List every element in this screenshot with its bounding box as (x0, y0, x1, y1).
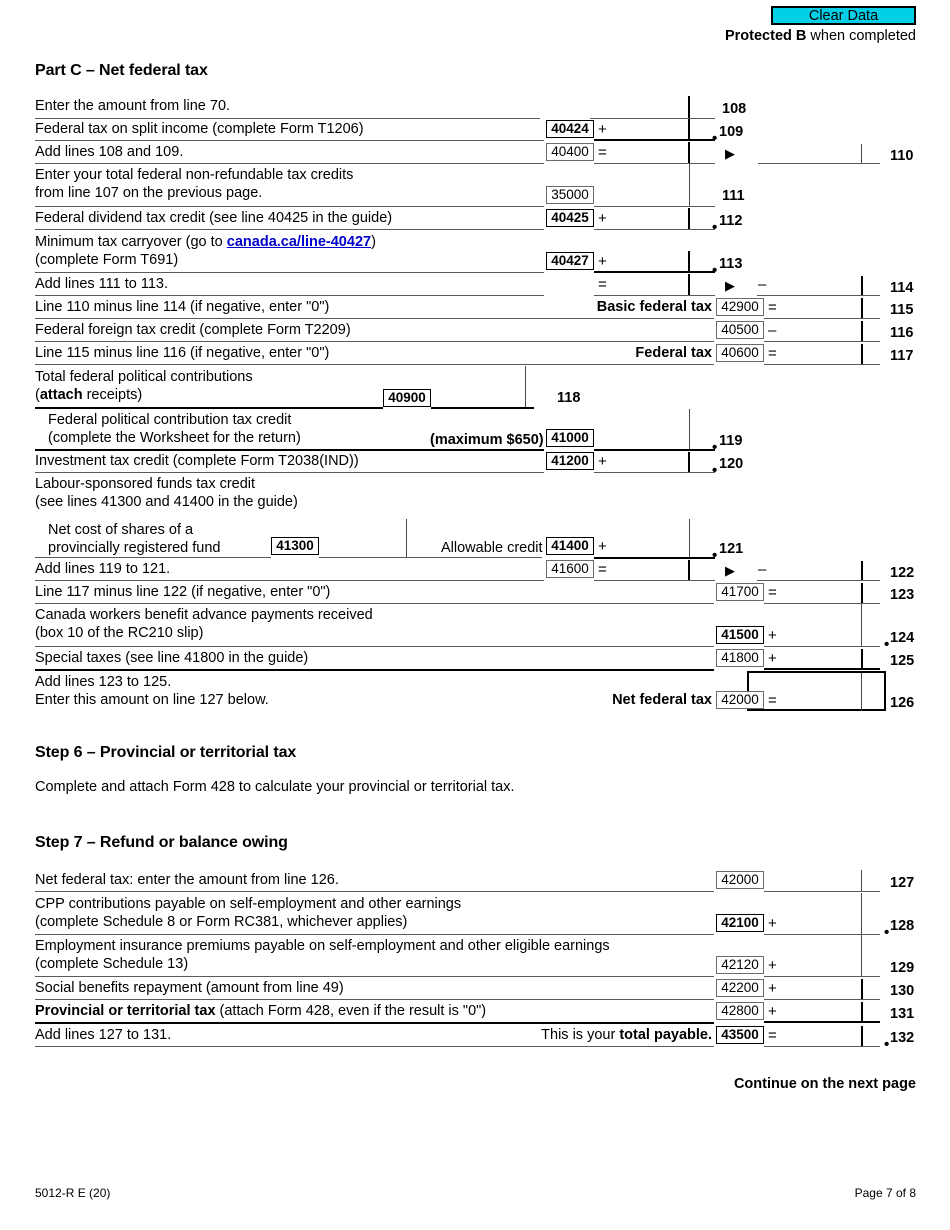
row-120-line-code: 41200 (546, 452, 594, 470)
row-117-line-code: 40600 (716, 344, 764, 362)
row-126-label2: Enter this amount on line 127 below. (35, 692, 269, 708)
row-120-number: 120 (719, 456, 744, 472)
row-115-line-code: 42900 (716, 298, 764, 316)
protected-b-label: Protected B (724, 28, 807, 44)
row-118-label2: (attach receipts) (35, 387, 143, 403)
row-109-line-code: 40424 (546, 120, 594, 138)
row-129-label: Employment insurance premiums payable on self-employment and other eligible earnings (35, 938, 610, 954)
labour-sponsored-label: Labour-sponsored funds tax credit (35, 476, 256, 492)
protected-b-suffix: when completed (806, 28, 916, 44)
row-115-operator: = (768, 299, 777, 316)
row-110-operator: = (598, 144, 607, 161)
row-125-label: Special taxes (see line 41800 in the guide) (35, 650, 309, 666)
row-130-label: Social benefits repayment (amount from line 49) (35, 980, 344, 996)
row-108-label: Enter the amount from line 70. (35, 98, 231, 114)
row-117-operator: = (768, 345, 777, 362)
row-128-number: 128 (890, 918, 915, 934)
row-119-label: Federal political contribution tax credit (48, 412, 292, 428)
row-113-dot: • (712, 262, 718, 279)
row-113-number: 113 (719, 256, 743, 272)
row-125-operator: + (768, 650, 777, 667)
row-132-total-payable-bold: total payable. (619, 1027, 712, 1043)
row-127-number: 127 (890, 875, 915, 891)
row-131-label-bold: Provincial or territorial tax (35, 1003, 216, 1019)
row-126-number: 126 (890, 695, 915, 711)
row-128-dot: • (884, 924, 890, 941)
row-131-line-code: 42800 (716, 1002, 764, 1020)
row-129-label2: (complete Schedule 13) (35, 956, 189, 972)
row-124-number: 124 (890, 630, 915, 646)
row-129-line-code: 42120 (716, 956, 764, 974)
row-132-right-label: This is your total payable. (541, 1027, 712, 1043)
row-127-line-code: 42000 (716, 871, 764, 889)
row-117-number: 117 (890, 348, 914, 364)
part-c-title: Part C – Net federal tax (35, 62, 208, 79)
row-126-line-code: 42000 (716, 691, 764, 709)
row-109-label: Federal tax on split income (complete Form T1206) (35, 121, 364, 137)
row-116-line-code: 40500 (716, 321, 764, 339)
row-121-line-code: 41400 (546, 537, 594, 555)
row-114-number: 114 (890, 280, 914, 296)
row-122-label: Add lines 119 to 121. (35, 561, 171, 577)
canada-ca-line-40427-link[interactable]: canada.ca/line-40427 (226, 234, 372, 250)
row-131-number: 131 (890, 1006, 915, 1022)
row-132-label: Add lines 127 to 131. (35, 1027, 172, 1043)
row-126-operator: = (768, 692, 777, 709)
row-112-line-code: 40425 (546, 209, 594, 227)
row-116-label: Federal foreign tax credit (complete Form T2209) (35, 322, 351, 338)
row-114-operator: = (598, 276, 607, 293)
row-112-dot: • (712, 219, 718, 236)
row-110-arrow-icon: ▶ (725, 146, 735, 161)
step-6-body: Complete and attach Form 428 to calculate your provincial or territorial tax. (35, 779, 515, 795)
row-118-attach-bold: attach (39, 387, 83, 403)
row-108-number: 108 (722, 101, 747, 117)
row-123-number: 123 (890, 587, 915, 603)
row-111-label2: from line 107 on the previous page. (35, 185, 263, 201)
row-121-label2: provincially registered fund (48, 540, 221, 556)
row-121-dot: • (712, 547, 718, 564)
row-130-line-code: 42200 (716, 979, 764, 997)
row-129-number: 129 (890, 960, 915, 976)
step-7-title: Step 7 – Refund or balance owing (35, 834, 288, 851)
row-126-right-label: Net federal tax (612, 692, 712, 708)
row-121-operator: + (598, 538, 607, 555)
row-114-arrow-icon: ▶ (725, 278, 735, 293)
row-111-label: Enter your total federal non-refundable tax credits (35, 167, 354, 183)
row-112-label: Federal dividend tax credit (see line 40425 in the guide) (35, 210, 393, 226)
row-126-label: Add lines 123 to 125. (35, 674, 172, 690)
row-110-label: Add lines 108 and 109. (35, 144, 184, 160)
row-130-number: 130 (890, 983, 915, 999)
row-113-label (35, 233, 376, 251)
row-131-operator: + (768, 1003, 777, 1020)
row-113-label-pre: Minimum tax carryover (go to (35, 234, 227, 250)
row-121-left-line-code: 41300 (271, 537, 319, 555)
row-111-number: 111 (722, 188, 745, 204)
row-110-line-code: 40400 (546, 143, 594, 161)
row-124-label2: (box 10 of the RC210 slip) (35, 625, 204, 641)
row-119-line-code: 41000 (546, 429, 594, 447)
row-122-minus: – (758, 561, 767, 578)
row-119-number: 119 (719, 433, 743, 449)
row-128-label2: (complete Schedule 8 or Form RC381, whichever applies) (35, 914, 408, 930)
row-124-operator: + (768, 627, 777, 644)
row-123-label: Line 117 minus line 122 (if negative, enter "0") (35, 584, 331, 600)
continue-next-page-note: Continue on the next page (733, 1076, 916, 1092)
row-121-label: Net cost of shares of a (48, 522, 194, 538)
row-123-line-code: 41700 (716, 583, 764, 601)
row-109-number: 109 (719, 124, 744, 140)
row-118-number: 118 (557, 390, 581, 406)
row-116-number: 116 (890, 325, 914, 341)
row-127-label: Net federal tax: enter the amount from line 126. (35, 872, 339, 888)
form-identifier: 5012-R E (20) (35, 1186, 111, 1200)
row-117-label: Line 115 minus line 116 (if negative, enter "0") (35, 345, 330, 361)
row-110-number: 110 (890, 148, 914, 164)
row-113-label2: (complete Form T691) (35, 252, 179, 268)
row-109-operator: + (598, 121, 607, 138)
row-132-line-code: 43500 (716, 1026, 764, 1044)
row-120-dot: • (712, 462, 718, 479)
row-124-dot: • (884, 636, 890, 653)
row-114-minus: – (758, 276, 767, 293)
row-131-label: Provincial or territorial tax (attach Form 428, even if the result is "0") (35, 1003, 487, 1019)
row-125-line-code: 41800 (716, 649, 764, 667)
page-number: Page 7 of 8 (854, 1186, 916, 1200)
row-113-line-code: 40427 (546, 252, 594, 270)
row-117-right-label: Federal tax (635, 345, 712, 361)
row-111-line-code: 35000 (546, 186, 594, 204)
row-128-operator: + (768, 915, 777, 932)
row-132-number: 132 (890, 1030, 915, 1046)
row-132-operator: = (768, 1027, 777, 1044)
row-112-operator: + (598, 210, 607, 227)
row-109-dot: • (712, 130, 718, 147)
row-115-number: 115 (890, 302, 914, 318)
row-119-maximum-label: (maximum $650) (430, 432, 544, 448)
row-132-dot: • (884, 1036, 890, 1053)
row-129-operator: + (768, 957, 777, 974)
labour-sponsored-label2: (see lines 41300 and 41400 in the guide) (35, 494, 298, 510)
row-121-allowable-credit-label: Allowable credit (441, 540, 543, 556)
row-120-operator: + (598, 453, 607, 470)
row-130-operator: + (768, 980, 777, 997)
row-112-number: 112 (719, 213, 743, 229)
row-118-label: Total federal political contributions (35, 369, 253, 385)
row-115-label: Line 110 minus line 114 (if negative, enter "0") (35, 299, 330, 315)
row-119-dot: • (712, 439, 718, 456)
row-123-operator: = (768, 584, 777, 601)
row-122-line-code: 41600 (546, 560, 594, 578)
row-128-line-code: 42100 (716, 914, 764, 932)
row-128-label: CPP contributions payable on self-employment and other earnings (35, 896, 462, 912)
row-119-label2: (complete the Worksheet for the return) (48, 430, 301, 446)
row-118-line-code: 40900 (383, 389, 431, 407)
row-120-label: Investment tax credit (complete Form T2038(IND)) (35, 453, 359, 469)
row-114-label: Add lines 111 to 113. (35, 276, 169, 292)
row-122-arrow-icon: ▶ (725, 563, 735, 578)
row-113-label-post: ) (371, 234, 376, 250)
row-124-label: Canada workers benefit advance payments received (35, 607, 373, 623)
row-122-operator: = (598, 561, 607, 578)
row-113-operator: + (598, 253, 607, 270)
step-6-title: Step 6 – Provincial or territorial tax (35, 744, 297, 761)
protected-b-notice (725, 28, 916, 44)
clear-data-button[interactable]: Clear Data (771, 6, 916, 25)
row-115-right-label: Basic federal tax (596, 299, 712, 315)
row-121-number: 121 (719, 541, 744, 557)
row-122-number: 122 (890, 565, 915, 581)
row-116-operator: – (768, 322, 777, 339)
row-125-number: 125 (890, 653, 915, 669)
row-124-line-code: 41500 (716, 626, 764, 644)
